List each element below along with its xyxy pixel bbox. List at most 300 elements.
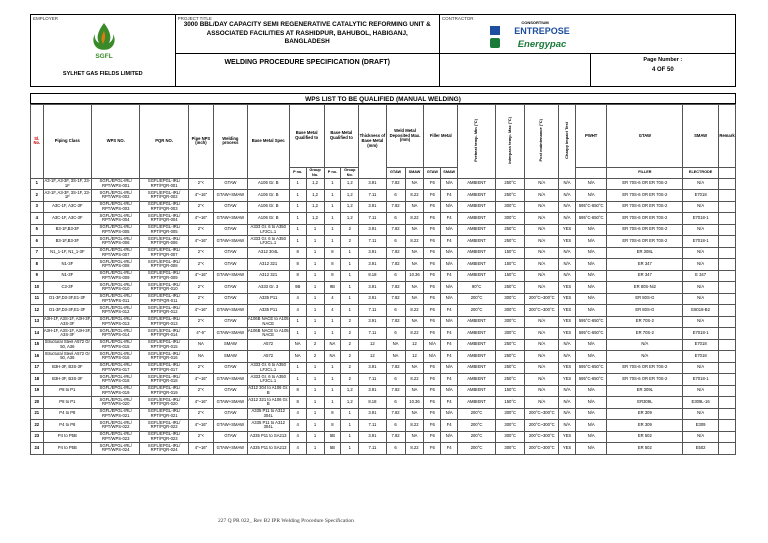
table-cell: B3-1F,B3-3F xyxy=(43,236,91,248)
table-cell: N/A xyxy=(575,190,607,202)
table-cell: N/A xyxy=(525,397,559,409)
table-cell: N/A xyxy=(441,431,458,443)
table-cell: 1 xyxy=(324,190,341,202)
table-cell: A3H-1F, A3S-1F, A3H-3F, A3S-3F xyxy=(43,316,91,326)
table-cell: N/A xyxy=(559,259,576,271)
table-cell: 1 xyxy=(341,293,359,305)
document-header xyxy=(30,14,736,87)
table-cell: 1,2 xyxy=(306,178,324,190)
table-cell: N/A xyxy=(575,293,607,305)
table-cell: P4 to P8 xyxy=(43,420,91,432)
table-cell: 1 xyxy=(306,293,324,305)
table-cell: A335 P11 to SA213 xyxy=(247,443,289,455)
table-cell: 8.22 xyxy=(405,190,424,202)
table-cell: N/A xyxy=(441,201,458,213)
table-row xyxy=(31,293,736,305)
table-cell: 8 xyxy=(324,408,341,420)
table-cell: N/A xyxy=(575,178,607,190)
page-footer: 227 Q PR 022_ Rev B2 IPR Welding Procedure Specification xyxy=(218,518,354,524)
table-cell: F6 xyxy=(424,190,441,202)
energypac-text: Energypac xyxy=(517,39,567,50)
table-cell: A335 P11 to A312 304L xyxy=(247,420,289,432)
table-cell: 250°C xyxy=(495,236,524,248)
table-cell: 8.22 xyxy=(405,374,424,386)
table-cell: 6 xyxy=(386,420,405,432)
table-cell: 3.91 xyxy=(359,293,386,305)
table-cell: AMBIENT xyxy=(458,178,496,190)
table-cell: NA xyxy=(386,351,405,363)
table-cell: N/A xyxy=(525,247,559,259)
table-cell: 7.11 xyxy=(359,328,386,340)
table-cell: N/A xyxy=(424,351,441,363)
table-cell: GTAW+SMAW xyxy=(214,328,248,340)
table-cell: AMBIENT xyxy=(458,362,496,374)
col-smaw: SMAW xyxy=(683,105,719,168)
sgfl-logo-text: SGFL xyxy=(95,53,113,60)
table-cell: NA xyxy=(289,339,306,351)
table-cell: SMAW xyxy=(214,351,248,363)
table-cell: 1,2 xyxy=(306,213,324,225)
table-row xyxy=(31,247,736,259)
table-cell: 7.82 xyxy=(386,293,405,305)
table-cell: SGFL/EPGL-IRL/ RPT/PQR-005 xyxy=(140,224,188,236)
table-cell: 595°C-650°C xyxy=(575,213,607,225)
entrepose-text: ENTREPOSE xyxy=(514,26,570,36)
table-cell: 1 xyxy=(289,224,306,236)
table-row xyxy=(31,351,736,363)
table-cell: 8 xyxy=(324,420,341,432)
table-cell: A3-1F, A3-3F, 3S-1F, 23-1F xyxy=(44,178,91,188)
table-cell: 19 xyxy=(31,385,44,397)
table-cell: A333 Gr. 6 to A350 LF2CL.1 xyxy=(247,236,289,248)
table-cell: YES xyxy=(559,305,576,317)
table-cell: AMBIENT xyxy=(458,397,496,409)
table-cell: AMBIENT xyxy=(458,316,496,328)
table-cell: GTAW+SMAW xyxy=(214,374,248,386)
col-wps-no: WPS NO. xyxy=(92,105,140,179)
table-cell: F6 xyxy=(424,305,441,317)
table-cell: N/A xyxy=(525,201,559,213)
table-cell: F6 xyxy=(424,362,441,374)
table-cell: N/A xyxy=(683,201,719,213)
table-cell: 8 xyxy=(289,270,306,282)
table-cell: 8 xyxy=(324,247,341,259)
table-cell: 4 xyxy=(289,431,306,443)
table-cell: 1 xyxy=(341,247,359,259)
table-cell: 7.82 xyxy=(386,224,405,236)
table-cell: GTAW xyxy=(214,316,248,328)
table-cell: A335 P11 to A312 304L xyxy=(247,408,289,420)
sub-gtaw-2: GTAW xyxy=(424,168,441,179)
table-cell: SGFL/EPGL-IRL/ RPT/PQR-014 xyxy=(140,328,188,340)
table-cell: A3-1F, A3-3F, 3S-1F, 23-1F xyxy=(44,189,91,200)
table-cell: SGFL/EPGL-IRL/ RPT/WPS-019 xyxy=(92,385,140,397)
table-cell: N/A xyxy=(525,236,559,248)
table-cell: F4 xyxy=(441,443,458,455)
table-cell: SGFL/EPGL-IRL/ RPT/PQR-001 xyxy=(140,178,188,190)
table-cell: F6 xyxy=(424,247,441,259)
table-cell: ER 70S-2 xyxy=(607,328,683,340)
col-remark: Remark xyxy=(719,105,736,168)
table-cell: N/A xyxy=(559,247,576,259)
table-row xyxy=(31,190,736,202)
table-cell: E7018 xyxy=(683,339,719,351)
table-cell: F6 xyxy=(424,213,441,225)
table-row xyxy=(31,443,736,455)
table-cell: AMBIENT xyxy=(458,351,496,363)
table-cell: 1,2 xyxy=(341,190,359,202)
table-cell: 10 xyxy=(31,282,44,294)
table-cell: 8.18 xyxy=(359,270,386,282)
table-cell: 2 xyxy=(341,236,359,248)
table-cell: 7.11 xyxy=(359,190,386,202)
table-cell: 200°C~300°C xyxy=(525,293,559,305)
sub-grp-1: Group No. xyxy=(306,168,324,179)
table-cell xyxy=(719,213,736,225)
table-cell: F6 xyxy=(424,443,441,455)
table-cell: SGFL/EPGL-IRL/ RPT/PQR-007 xyxy=(140,247,188,259)
table-cell: F6 xyxy=(424,259,441,271)
table-cell: Structural Steel A572 Gr 50, A36 xyxy=(44,339,90,349)
table-cell: 2"< xyxy=(188,316,213,328)
table-cell: NA xyxy=(405,431,424,443)
table-cell: 595°C-650°C xyxy=(575,362,607,374)
table-row xyxy=(31,408,736,420)
sub-gtaw-1: GTAW xyxy=(386,168,405,179)
table-cell: 2"< xyxy=(188,178,213,190)
table-cell: 6 xyxy=(386,443,405,455)
table-cell: 9 xyxy=(31,270,44,282)
table-cell: ER 70S-2 xyxy=(607,316,683,328)
table-cell: NA xyxy=(405,362,424,374)
table-cell: ER 70S-6 OR ER 70S-2 xyxy=(607,362,683,374)
table-cell: B3-1F,B3-3F xyxy=(43,224,91,236)
table-cell: 2"< xyxy=(188,224,213,236)
table-cell: 7.11 xyxy=(359,236,386,248)
table-cell: 4"~16" xyxy=(188,190,213,202)
table-cell: NA xyxy=(405,178,424,190)
table-cell: N/A xyxy=(441,385,458,397)
table-cell: SGFL/EPGL-IRL/ RPT/WPS-010 xyxy=(92,282,140,294)
table-cell: GTAW xyxy=(214,431,248,443)
table-cell: N/A xyxy=(559,339,576,351)
table-cell: NA xyxy=(405,316,424,328)
table-cell: A312 321 to A106 Gr. B xyxy=(248,396,289,407)
table-cell: AMBIENT xyxy=(458,236,496,248)
table-cell: 4 xyxy=(289,293,306,305)
table-cell: F6 xyxy=(424,431,441,443)
table-cell: 1 xyxy=(324,397,341,409)
table-cell: E7018-1 xyxy=(683,328,719,340)
table-cell: F4 xyxy=(441,236,458,248)
table-cell: P8 to P1 xyxy=(43,385,91,397)
table-cell: F4 xyxy=(441,213,458,225)
table-cell: GTAW+SMAW xyxy=(214,190,248,202)
table-cell: 1 xyxy=(289,316,306,328)
col-filler-metal: Filler Metal xyxy=(424,105,458,168)
table-cell: YES xyxy=(559,431,576,443)
table-cell: E7018-1 xyxy=(683,374,719,386)
table-cell: N/A xyxy=(683,178,719,190)
table-cell: 1 xyxy=(341,305,359,317)
table-cell: 300°C xyxy=(495,328,524,340)
table-cell: SGFL/EPGL-IRL/ RPT/PQR-004 xyxy=(140,213,188,225)
table-cell: F6 xyxy=(424,328,441,340)
table-cell: ER 308L xyxy=(607,247,683,259)
table-row xyxy=(31,282,736,294)
table-row xyxy=(31,316,736,328)
table-cell xyxy=(719,224,736,236)
table-cell: 21 xyxy=(31,408,44,420)
table-cell: N/A xyxy=(559,408,576,420)
table-cell: F4 xyxy=(441,190,458,202)
table-cell xyxy=(719,408,736,420)
table-cell: ER 70S-6 OR ER 70S-2 xyxy=(607,224,683,236)
table-cell: AMBIENT xyxy=(458,201,496,213)
table-cell: 2 xyxy=(341,339,359,351)
table-cell: 2"< xyxy=(188,247,213,259)
table-cell: 250°C xyxy=(495,190,524,202)
table-cell: 6 xyxy=(386,190,405,202)
table-cell: 3.91 xyxy=(359,282,386,294)
table-cell: 8 xyxy=(31,259,44,271)
table-row xyxy=(31,431,736,443)
table-cell: 7.82 xyxy=(386,431,405,443)
table-cell: GTAW xyxy=(214,201,248,213)
table-cell: N/A xyxy=(441,178,458,190)
table-cell xyxy=(719,236,736,248)
table-cell: 1 xyxy=(324,236,341,248)
table-cell: N/A xyxy=(525,385,559,397)
table-cell xyxy=(719,339,736,351)
table-cell: ER 309L xyxy=(607,385,683,397)
table-cell: 4 xyxy=(31,213,44,225)
table-cell: 7.11 xyxy=(359,213,386,225)
table-cell: F6 xyxy=(424,374,441,386)
table-cell: 1 xyxy=(324,224,341,236)
table-cell: 1 xyxy=(289,362,306,374)
table-cell: E309L-16 xyxy=(683,397,719,409)
table-cell xyxy=(719,190,736,202)
table-cell: 8 xyxy=(289,397,306,409)
table-cell: 1,2 xyxy=(306,201,324,213)
table-cell: N/A xyxy=(525,190,559,202)
table-cell: SGFL/EPGL-IRL/ RPT/WPS-007 xyxy=(92,247,140,259)
sub-pwht-blank xyxy=(575,168,607,179)
table-cell: C3-3F xyxy=(43,282,91,294)
table-cell: ER 80S-G xyxy=(607,293,683,305)
table-cell: N/A xyxy=(525,316,559,328)
table-cell: YES xyxy=(559,293,576,305)
table-cell: E7018 xyxy=(683,190,719,202)
table-cell: ER 70S-6 OR ER 70S-2 xyxy=(607,213,683,225)
table-cell xyxy=(719,431,736,443)
table-cell: SGFL/EPGL-IRL/ RPT/WPS-017 xyxy=(92,362,140,374)
table-cell: N/A xyxy=(559,270,576,282)
table-cell xyxy=(719,351,736,363)
table-cell: 4"~16" xyxy=(188,374,213,386)
table-cell: YES xyxy=(559,316,576,328)
table-cell: N/A xyxy=(441,224,458,236)
table-cell: 6 xyxy=(386,374,405,386)
col-base-metal-2: Base Metal Qualified to xyxy=(324,105,359,168)
table-cell: 1 xyxy=(324,328,341,340)
table-cell: N/A xyxy=(559,201,576,213)
table-cell: 90°C xyxy=(458,282,496,294)
table-cell: 3.91 xyxy=(359,201,386,213)
table-row xyxy=(31,213,736,225)
table-cell: ER 70S-6 OR ER 70S-2 xyxy=(607,374,683,386)
table-cell: N/A xyxy=(575,247,607,259)
table-cell: GTAW+SMAW xyxy=(214,213,248,225)
col-welding-process: Welding process xyxy=(214,105,248,179)
table-cell: N/A xyxy=(525,339,559,351)
table-cell: F6 xyxy=(424,236,441,248)
table-cell: 4"-6" xyxy=(188,328,213,340)
table-cell: SGFL/EPGL-IRL/ RPT/WPS-013 xyxy=(92,316,140,328)
table-cell: A106 Gr. B xyxy=(247,201,289,213)
table-cell: N/A xyxy=(683,362,719,374)
table-cell: 1 xyxy=(306,420,324,432)
table-cell: 300°C xyxy=(495,201,524,213)
table-cell: 1 xyxy=(306,316,324,328)
sub-smaw-1: SMAW xyxy=(405,168,424,179)
table-cell: 2"< xyxy=(188,201,213,213)
table-cell: 2 xyxy=(341,316,359,328)
table-cell: SGFL/EPGL-IRL/ RPT/WPS-008 xyxy=(92,259,140,271)
table-cell: F6 xyxy=(424,316,441,328)
table-cell xyxy=(719,259,736,271)
table-cell: SGFL/EPGL-IRL/ RPT/PQR-008 xyxy=(140,259,188,271)
table-cell: N/A xyxy=(683,385,719,397)
table-cell: 300°C xyxy=(495,316,524,328)
table-cell: N/A xyxy=(575,385,607,397)
table-cell: ER 502 xyxy=(607,431,683,443)
table-cell: N/A xyxy=(525,224,559,236)
table-cell: ER 80S-G xyxy=(607,305,683,317)
table-cell: 300°C xyxy=(495,293,524,305)
table-cell: 5 xyxy=(31,224,44,236)
table-cell: 595°C-650°C xyxy=(575,201,607,213)
table-cell: 150°C xyxy=(495,385,524,397)
table-cell xyxy=(719,293,736,305)
table-cell: A312 321 xyxy=(247,270,289,282)
table-cell: 12 xyxy=(405,351,424,363)
table-cell: 200°C xyxy=(458,408,496,420)
table-cell: N/A xyxy=(607,339,683,351)
table-cell: 1 xyxy=(341,443,359,455)
table-cell: F6 xyxy=(424,408,441,420)
table-cell: AMBIENT xyxy=(458,374,496,386)
table-cell: 3 xyxy=(31,201,44,213)
table-cell: A3H-1F, A3S-1F, A3H-3F, A3S-3F xyxy=(43,327,91,338)
table-cell: NA xyxy=(405,282,424,294)
sub-pno-2: P no. xyxy=(324,168,341,179)
table-cell: N/A xyxy=(575,270,607,282)
col-pqr-no: PQR NO. xyxy=(140,105,188,179)
table-cell: N/A xyxy=(575,431,607,443)
table-cell: SGFL/EPGL-IRL/ RPT/PQR-012 xyxy=(140,305,188,317)
table-cell: 1 xyxy=(341,259,359,271)
table-cell: A333 Gr. 6 to A350 LF2CL.1 xyxy=(247,362,289,374)
table-cell: N/A xyxy=(575,224,607,236)
table-cell: 7.82 xyxy=(386,408,405,420)
table-cell: GTAW xyxy=(214,408,248,420)
table-cell: 8.22 xyxy=(405,328,424,340)
table-cell: 7.82 xyxy=(386,201,405,213)
table-cell: 595°C-650°C xyxy=(575,316,607,328)
table-cell: SGFL/EPGL-IRL/ RPT/PQR-013 xyxy=(140,316,188,328)
sub-filler: FILLER xyxy=(607,168,683,179)
table-cell: 1 xyxy=(289,190,306,202)
table-cell: 4"~16" xyxy=(188,420,213,432)
table-cell: 1 xyxy=(306,397,324,409)
table-cell: N/A xyxy=(525,374,559,386)
table-row xyxy=(31,397,736,409)
table-title: WPS LIST TO BE QUALIFIED (MANUAL WELDING) xyxy=(30,93,736,104)
table-cell: F6 xyxy=(424,201,441,213)
col-base-metal-spec: Base Metal Spec xyxy=(247,105,289,179)
table-row xyxy=(31,236,736,248)
sub-grp-2: Group No. xyxy=(341,168,359,179)
table-cell: GTAW xyxy=(214,293,248,305)
table-cell: N/A xyxy=(559,178,576,190)
table-cell xyxy=(719,316,736,328)
contractor-cell xyxy=(439,15,736,86)
table-cell: 300°C xyxy=(495,408,524,420)
table-cell: N/A xyxy=(683,431,719,443)
col-thickness: Thickness of Base Metal (mm) xyxy=(359,105,386,179)
table-cell: 8.22 xyxy=(405,420,424,432)
table-cell: 250°C xyxy=(495,351,524,363)
table-cell: N/A xyxy=(559,190,576,202)
table-cell: 12 xyxy=(405,339,424,351)
table-cell: 1,2 xyxy=(341,397,359,409)
table-cell: AMBIENT xyxy=(458,270,496,282)
table-cell: F6 xyxy=(424,397,441,409)
table-cell: SGFL/EPGL-IRL/ RPT/WPS-018 xyxy=(92,374,140,386)
table-cell: SGFL/EPGL-IRL/ RPT/WPS-015 xyxy=(92,339,140,351)
table-cell: SGFL/EPGL-IRL/ RPT/WPS-011 xyxy=(92,293,140,305)
table-cell: NA xyxy=(405,385,424,397)
table-cell: SGFL/EPGL-IRL/ RPT/PQR-024 xyxy=(140,443,188,455)
table-cell: 2 xyxy=(306,339,324,351)
project-cell xyxy=(175,15,439,86)
table-cell: NA xyxy=(405,201,424,213)
document-title: WELDING PROCEDURE SPECIFICATION (DRAFT) xyxy=(224,59,390,66)
table-cell: 1 xyxy=(289,213,306,225)
table-cell: SGFL/EPGL-IRL/ RPT/WPS-006 xyxy=(92,236,140,248)
table-cell: N/A xyxy=(683,282,719,294)
table-cell: N/A xyxy=(559,213,576,225)
table-cell: 9B xyxy=(324,282,341,294)
table-cell: 12 xyxy=(359,351,386,363)
table-cell: 4"~16" xyxy=(188,443,213,455)
table-cell: 1 xyxy=(289,236,306,248)
table-cell: 4"~16" xyxy=(188,270,213,282)
table-row xyxy=(31,328,736,340)
table-cell: A333 Gr. 6 to A350 LF2CL.1 xyxy=(247,224,289,236)
table-cell: A312 321 xyxy=(247,259,289,271)
table-row xyxy=(31,178,736,190)
table-cell: 6 xyxy=(386,270,405,282)
table-cell: SGFL/EPGL-IRL/ RPT/PQR-011 xyxy=(140,293,188,305)
table-cell: SGFL/EPGL-IRL/ RPT/PQR-015 xyxy=(140,339,188,351)
table-cell: D1-3F,D3-3F,E1-3F xyxy=(43,305,91,317)
table-cell: 200°C xyxy=(458,293,496,305)
table-cell: Structural Steel A572 Gr 50, A36 xyxy=(44,350,90,361)
table-cell: SGFL/EPGL-IRL/ RPT/PQR-023 xyxy=(140,431,188,443)
